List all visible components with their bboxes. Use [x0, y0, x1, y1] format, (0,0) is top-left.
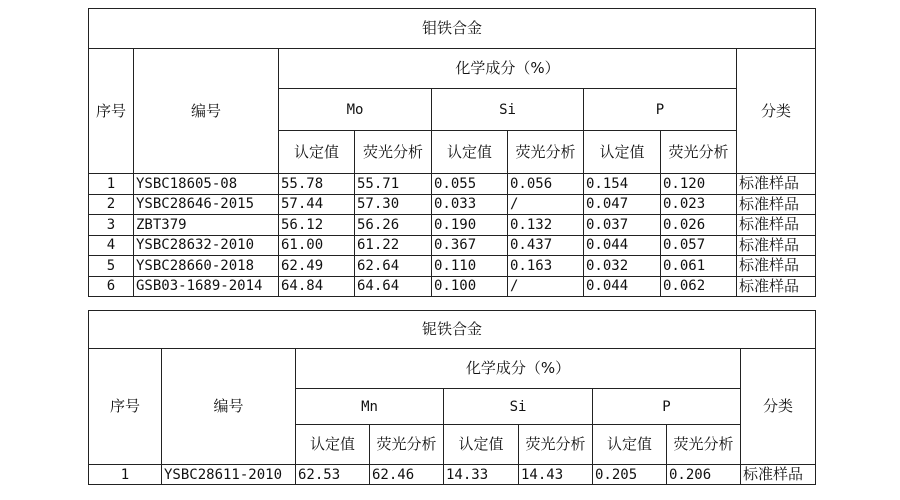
- cell-value: /: [508, 194, 584, 215]
- table-row: [89, 276, 816, 297]
- cell-category: 标准样品: [737, 194, 816, 215]
- cell-value: 0.154: [584, 174, 661, 195]
- table-row: [89, 235, 816, 256]
- cell-code: YSBC28660-2018: [134, 256, 279, 277]
- cell-code: ZBT379: [134, 215, 279, 236]
- cell-value: 61.00: [279, 235, 355, 256]
- cell-category: 标准样品: [737, 215, 816, 236]
- header-certified: 认定值: [296, 425, 370, 465]
- cell-value: 0.023: [661, 194, 737, 215]
- table-niobium-iron: [88, 310, 816, 485]
- cell-value: 0.120: [661, 174, 737, 195]
- header-element-si: Si: [432, 89, 584, 131]
- cell-value: 0.032: [584, 256, 661, 277]
- cell-value: 62.64: [355, 256, 432, 277]
- header-composition: 化学成分（%）: [296, 349, 741, 389]
- cell-seq: 5: [89, 256, 134, 277]
- header-element-si: Si: [444, 389, 593, 425]
- cell-category: 标准样品: [737, 174, 816, 195]
- header-certified: 认定值: [584, 131, 661, 174]
- header-seq: 序号: [89, 49, 134, 174]
- header-composition: 化学成分（%）: [279, 49, 737, 89]
- table-title: 铌铁合金: [89, 311, 816, 349]
- cell-category: 标准样品: [737, 256, 816, 277]
- cell-value: 57.44: [279, 194, 355, 215]
- cell-value: 0.057: [661, 235, 737, 256]
- table-row: [89, 215, 816, 236]
- cell-value: 0.044: [584, 276, 661, 297]
- table-row: [89, 194, 816, 215]
- table-row: [89, 256, 816, 277]
- header-code: 编号: [134, 49, 279, 174]
- cell-category: 标准样品: [741, 465, 816, 485]
- cell-value: 0.037: [584, 215, 661, 236]
- header-seq: 序号: [89, 349, 162, 465]
- cell-value: 55.78: [279, 174, 355, 195]
- cell-value: 0.205: [593, 465, 667, 485]
- cell-value: 56.12: [279, 215, 355, 236]
- cell-value: 55.71: [355, 174, 432, 195]
- header-element-mo: Mo: [279, 89, 432, 131]
- header-category: 分类: [737, 49, 816, 174]
- header-certified: 认定值: [432, 131, 508, 174]
- cell-value: 0.190: [432, 215, 508, 236]
- header-code: 编号: [162, 349, 296, 465]
- cell-value: 0.132: [508, 215, 584, 236]
- cell-value: 0.033: [432, 194, 508, 215]
- cell-value: 0.163: [508, 256, 584, 277]
- cell-value: 14.43: [519, 465, 593, 485]
- header-certified: 认定值: [279, 131, 355, 174]
- cell-value: 64.64: [355, 276, 432, 297]
- cell-value: 57.30: [355, 194, 432, 215]
- cell-value: 56.26: [355, 215, 432, 236]
- cell-code: YSBC28611-2010: [162, 465, 296, 485]
- header-certified: 认定值: [444, 425, 519, 465]
- table-row: [89, 174, 816, 195]
- cell-seq: 1: [89, 465, 162, 485]
- header-xrf: 荧光分析: [661, 131, 737, 174]
- cell-value: 0.026: [661, 215, 737, 236]
- header-xrf: 荧光分析: [355, 131, 432, 174]
- cell-value: 0.437: [508, 235, 584, 256]
- cell-value: 61.22: [355, 235, 432, 256]
- cell-value: /: [508, 276, 584, 297]
- cell-category: 标准样品: [737, 276, 816, 297]
- cell-value: 64.84: [279, 276, 355, 297]
- header-xrf: 荧光分析: [370, 425, 444, 465]
- cell-code: YSBC18605-08: [134, 174, 279, 195]
- cell-value: 0.044: [584, 235, 661, 256]
- cell-value: 0.062: [661, 276, 737, 297]
- cell-value: 62.53: [296, 465, 370, 485]
- cell-value: 0.206: [667, 465, 741, 485]
- header-certified: 认定值: [593, 425, 667, 465]
- cell-value: 0.055: [432, 174, 508, 195]
- cell-value: 0.061: [661, 256, 737, 277]
- cell-value: 14.33: [444, 465, 519, 485]
- header-xrf: 荧光分析: [508, 131, 584, 174]
- header-element-mn: Mn: [296, 389, 444, 425]
- table-molybdenum-iron: [88, 8, 816, 297]
- cell-value: 0.110: [432, 256, 508, 277]
- cell-value: 0.100: [432, 276, 508, 297]
- cell-seq: 1: [89, 174, 134, 195]
- header-element-p: P: [584, 89, 737, 131]
- header-xrf: 荧光分析: [519, 425, 593, 465]
- cell-seq: 4: [89, 235, 134, 256]
- cell-seq: 6: [89, 276, 134, 297]
- cell-value: 0.047: [584, 194, 661, 215]
- cell-seq: 3: [89, 215, 134, 236]
- header-category: 分类: [741, 349, 816, 465]
- cell-code: YSBC28646-2015: [134, 194, 279, 215]
- cell-value: 0.056: [508, 174, 584, 195]
- cell-value: 62.46: [370, 465, 444, 485]
- header-element-p: P: [593, 389, 741, 425]
- cell-value: 0.367: [432, 235, 508, 256]
- cell-seq: 2: [89, 194, 134, 215]
- cell-value: 62.49: [279, 256, 355, 277]
- cell-category: 标准样品: [737, 235, 816, 256]
- table-row: [89, 465, 816, 485]
- cell-code: GSB03-1689-2014: [134, 276, 279, 297]
- cell-code: YSBC28632-2010: [134, 235, 279, 256]
- header-xrf: 荧光分析: [667, 425, 741, 465]
- table-title: 钼铁合金: [89, 9, 816, 49]
